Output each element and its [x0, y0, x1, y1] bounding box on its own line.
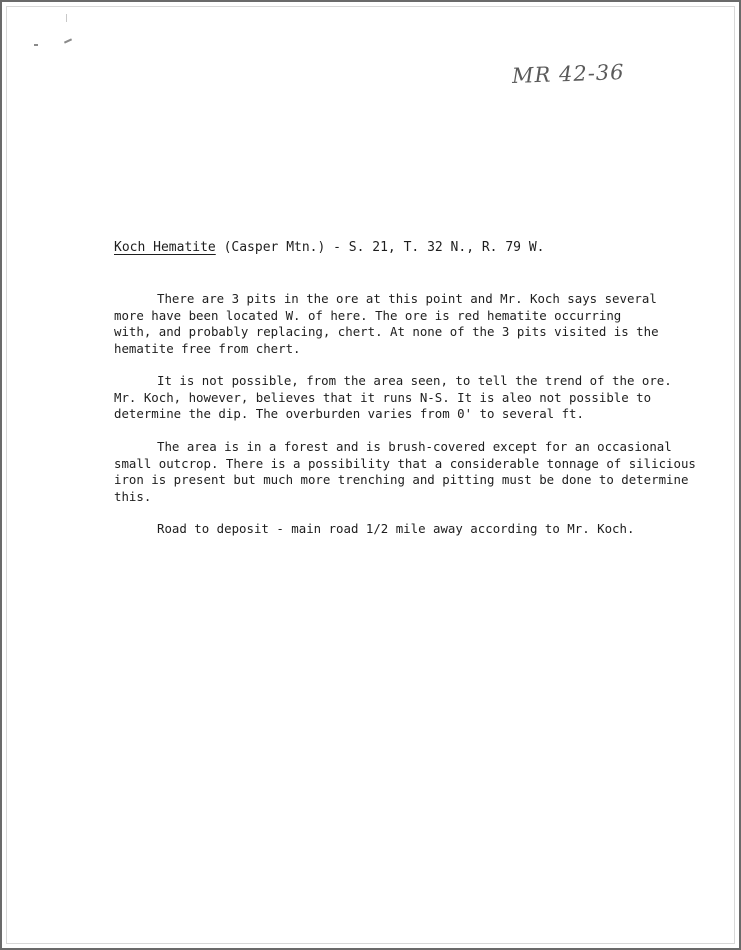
paragraph-line: this.: [114, 488, 152, 504]
paragraph-line: Mr. Koch, however, believes that it runs N-S. It is aleo not possible to: [114, 389, 652, 405]
paragraph-line: Road to deposit - main road 1/2 mile away according to Mr. Koch.: [157, 521, 635, 536]
handwritten-reference: MR 42-36: [511, 60, 625, 88]
scan-speck: [34, 44, 38, 46]
paragraph-line: iron is present but much more trenching and pitting must be done to determine: [114, 472, 689, 487]
document-heading: [114, 240, 544, 257]
paragraph-line: small outcrop. There is a possibility that a considerable tonnage of silicious: [114, 455, 696, 471]
heading-title: Koch Hematite: [114, 240, 216, 255]
paragraph-1: [114, 291, 694, 357]
paragraph-line: more have been located W. of here. The ore is red hematite occurring: [114, 307, 622, 323]
paragraph-4: [114, 521, 694, 538]
paragraph-line: with, and probably replacing, chert. At none of the 3 pits visited is the: [114, 324, 659, 339]
paragraph-line: There are 3 pits in the ore at this point and Mr. Koch says several: [157, 291, 657, 306]
paragraph-line: hematite free from chert.: [114, 340, 301, 356]
scan-speck: [66, 14, 67, 22]
paragraph-line: It is not possible, from the area seen, to tell the trend of the ore.: [157, 373, 672, 388]
heading-location: (Casper Mtn.) - S. 21, T. 32 N., R. 79 W.: [215, 240, 545, 255]
paragraph-2: [114, 373, 694, 423]
paragraph-line: determine the dip. The overburden varies from 0' to several ft.: [114, 406, 584, 421]
paragraph-line: The area is in a forest and is brush-covered except for an occasional: [157, 439, 672, 454]
paragraph-3: [114, 439, 694, 505]
